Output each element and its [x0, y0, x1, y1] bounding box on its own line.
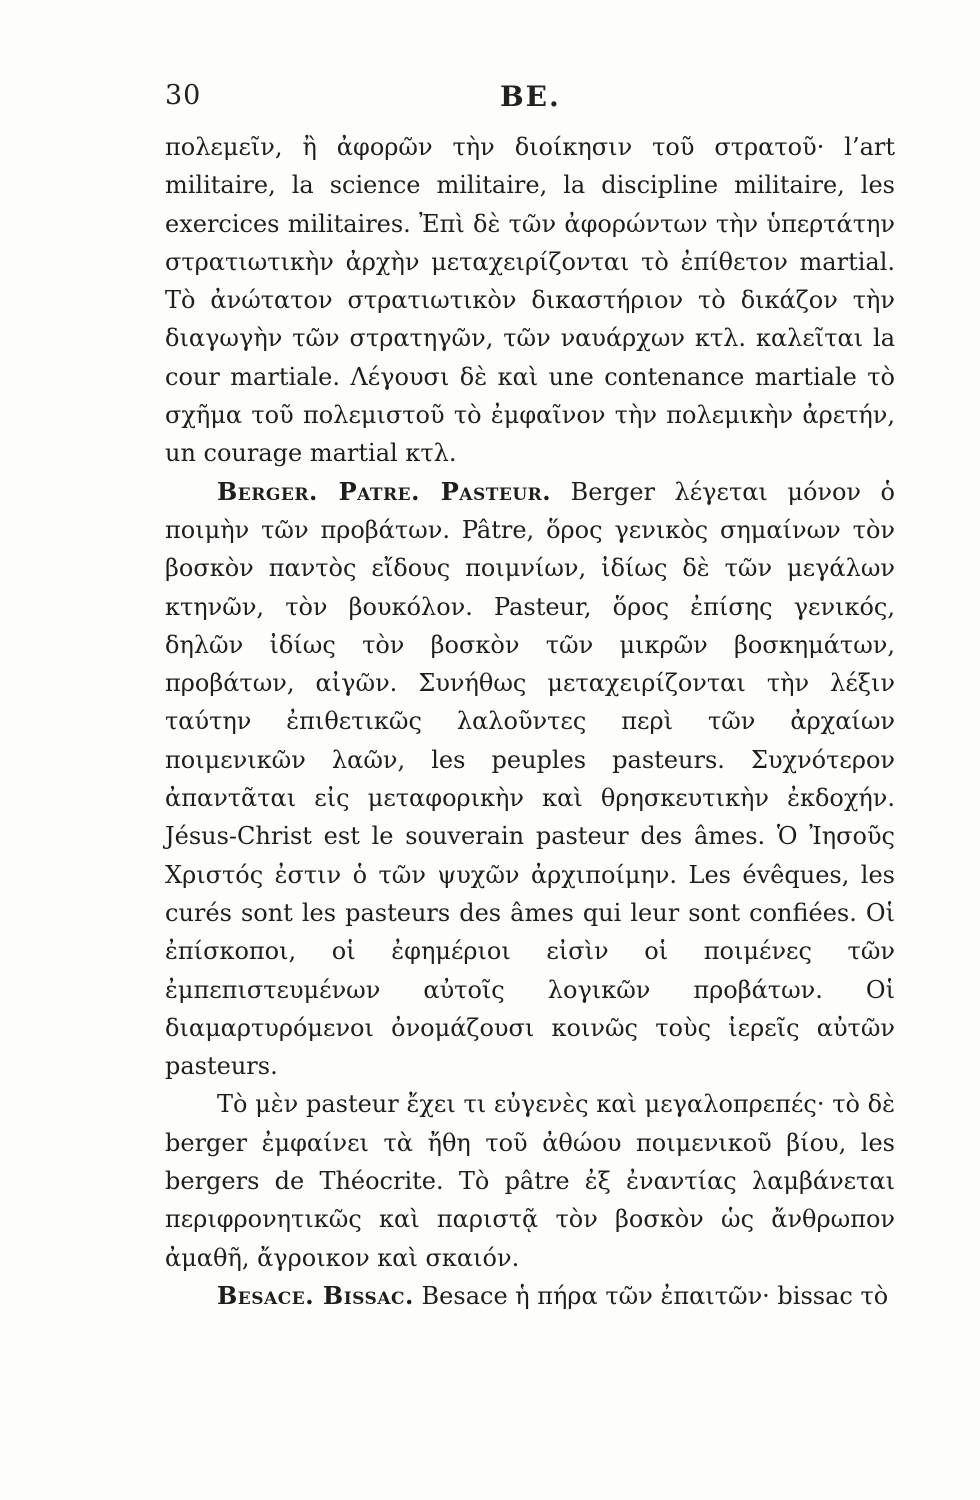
- body-text: [165, 128, 895, 1315]
- entry-text: Besace ἡ πήρα τῶν ἐπαιτῶν· bissac τὸ: [413, 1281, 889, 1310]
- paragraph-martial: [165, 128, 895, 473]
- paragraph-pasteur-berger: [165, 1085, 895, 1276]
- entry-headword: Besace. Bissac.: [217, 1280, 414, 1310]
- entry-headword: Berger. Patre. Pasteur.: [217, 476, 552, 506]
- running-head: BE.: [500, 80, 561, 113]
- paragraph-text: Τὸ μὲν pasteur ἔχει τι εὐγενὲς καὶ μεγαλοπρεπές· τὸ δὲ berger ἐμφαίνει τὰ ἤθη τοῦ ἀθώου ποιμενικοῦ βίου, les bergers de Théocrite. Τὸ pâtre ἐξ ἐναντίας λαμβάνεται περιφρονητικῶς καὶ παριστᾷ τὸν βοσκὸν ὡς ἄνθρωπον ἀμαθῆ, ἄγροικον καὶ σκαιόν.: [165, 1090, 895, 1272]
- page-header: [165, 80, 895, 116]
- entry-besace-bissac: [165, 1277, 895, 1315]
- entry-berger-patre-pasteur: [165, 473, 895, 1086]
- page-number: 30: [165, 80, 202, 111]
- entry-text: Berger λέγεται μόνον ὁ ποιμὴν τῶν προβάτων. Pâtre, ὅρος γενικὸς σημαίνων τὸν βοσκὸν παντὸς εἴδους ποιμνίων, ἰδίως δὲ τῶν μεγάλων κτηνῶν, τὸν βουκόλον. Pasteur, ὅρος ἐπίσης γενικός, δηλῶν ἰδίως τὸν βοσκὸν τῶν μικρῶν βοσκημάτων, προβάτων, αἰγῶν. Συνήθως μεταχειρίζονται τὴν λέξιν ταύτην ἐπιθετικῶς λαλοῦντες περὶ τῶν ἀρχαίων ποιμενικῶν λαῶν, les peuples pasteurs. Συχνότερον ἀπαντᾶται εἰς μεταφορικὴν καὶ θρησκευτικὴν ἐκδοχήν. Jésus-Christ est le souverain pasteur des âmes. Ὁ Ἰησοῦς Χριστός ἐστιν ὁ τῶν ψυχῶν ἀρχιποίμην. Les évêques, les curés sont les pasteurs des âmes qui leur sont confiées. Οἱ ἐπίσκοποι, οἱ ἐφημέριοι εἰσὶν οἱ ποιμένες τῶν ἐμπεπιστευμένων αὐτοῖς λογικῶν προβάτων. Οἱ διαμαρτυρόμενοι ὀνομάζουσι κοινῶς τοὺς ἱερεῖς αὐτῶν pasteurs.: [165, 477, 895, 1081]
- paragraph-text: πολεμεῖν, ἢ ἀφορῶν τὴν διοίκησιν τοῦ στρατοῦ· l’art militaire, la science militaire, la discipline militaire, les exercices militaires. Ἐπὶ δὲ τῶν ἀφορώντων τὴν ὑπερτάτην στρατιωτικὴν ἀρχὴν μεταχειρίζονται τὸ ἐπίθετον martial. Τὸ ἀνώτατον στρατιωτικὸν δικαστήριον τὸ δικάζον τὴν διαγωγὴν τῶν στρατηγῶν, τῶν ναυάρχων κτλ. καλεῖται la cour martiale. Λέγουσι δὲ καὶ une contenance martiale τὸ σχῆμα τοῦ πολεμιστοῦ τὸ ἐμφαῖνον τὴν πολεμικὴν ἀρετήν, un courage martial κτλ.: [165, 133, 895, 468]
